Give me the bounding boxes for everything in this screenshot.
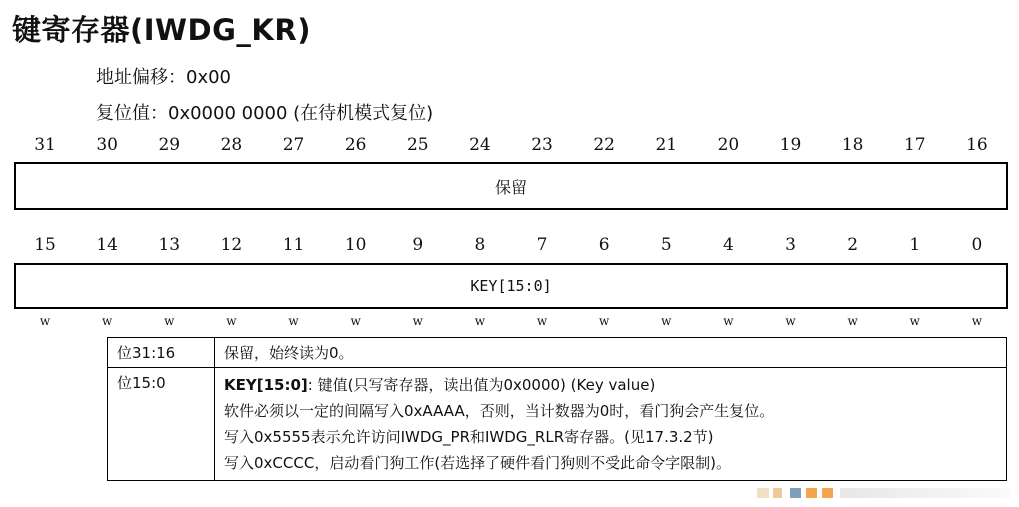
reserved-field <box>14 162 1008 210</box>
bit-number: 29 <box>158 135 181 155</box>
page-title: 键寄存器(IWDG_KR) <box>12 13 311 47</box>
bit-number: 20 <box>717 135 740 155</box>
access-type: w <box>909 314 920 328</box>
access-type: w <box>847 314 858 328</box>
bit-number: 6 <box>598 235 610 255</box>
bit-number: 10 <box>344 235 367 255</box>
bit-number: 3 <box>785 235 796 255</box>
description-line: 写入0x5555表示允许访问IWDG_PR和IWDG_RLR寄存器。(见17.3.2节) <box>224 428 714 446</box>
bit-numbers-low <box>14 235 1008 255</box>
description-cell: 保留，始终读为0。 <box>215 338 1007 368</box>
bit-number: 24 <box>469 135 491 155</box>
access-type: w <box>288 314 299 328</box>
bit-number: 16 <box>966 135 988 155</box>
table-row <box>108 338 1007 368</box>
bit-number: 25 <box>406 135 429 155</box>
bit-number: 4 <box>723 235 734 255</box>
access-type: w <box>226 314 237 328</box>
bit-number: 13 <box>158 235 181 255</box>
reserved-label: 保留 <box>494 177 527 197</box>
bit-number: 18 <box>841 135 864 155</box>
bit-number: 31 <box>34 135 56 155</box>
bit-number: 14 <box>96 235 118 255</box>
access-type: w <box>599 314 610 328</box>
bit-number: 21 <box>655 135 678 155</box>
bit-number: 17 <box>903 135 926 155</box>
bit-number: 26 <box>344 135 367 155</box>
bit-range-cell: 位31:16 <box>108 338 215 368</box>
bit-number: 8 <box>474 235 486 255</box>
bit-number: 23 <box>531 135 553 155</box>
description-line: 写入0xCCCC，启动看门狗工作(若选择了硬件看门狗则不受此命令字限制)。 <box>224 454 732 472</box>
bit-number: 12 <box>220 235 243 255</box>
access-type: w <box>164 314 175 328</box>
access-row <box>14 314 1008 328</box>
bit-number: 1 <box>909 235 921 255</box>
access-type: w <box>785 314 796 328</box>
description-line: 软件必须以一定的间隔写入0xAAAA，否则，当计数器为0时，看门狗会产生复位。 <box>224 402 775 420</box>
bit-number: 0 <box>971 235 983 255</box>
access-type: w <box>39 314 51 328</box>
access-type: w <box>536 314 548 328</box>
field-heading <box>224 372 997 398</box>
field-description: : 键值(只写寄存器，读出值为0x0000) (Key value) <box>307 376 656 394</box>
key-field <box>14 263 1008 309</box>
access-type: w <box>474 314 486 328</box>
table-row <box>108 368 1007 481</box>
bit-number: 2 <box>847 235 859 255</box>
description-cell <box>215 368 1007 481</box>
bit-number: 15 <box>34 235 56 255</box>
access-type: w <box>723 314 734 328</box>
bit-number: 9 <box>412 235 424 255</box>
bit-number: 11 <box>282 235 305 255</box>
bit-number: 22 <box>593 135 615 155</box>
bit-number: 30 <box>96 135 118 155</box>
bit-number: 27 <box>282 135 305 155</box>
bit-range-cell: 位15:0 <box>108 368 215 481</box>
bit-numbers-high <box>14 135 1008 155</box>
access-type: w <box>350 314 361 328</box>
bit-description-table <box>107 337 1007 481</box>
address-offset: 地址偏移：0x00 <box>96 67 232 88</box>
access-type: w <box>412 314 423 328</box>
bit-number: 5 <box>660 235 672 255</box>
bit-number: 7 <box>536 235 548 255</box>
access-type: w <box>971 314 983 328</box>
access-type: w <box>661 314 672 328</box>
key-field-label: KEY[15:0] <box>470 277 552 295</box>
bit-number: 28 <box>220 135 243 155</box>
reset-value: 复位值：0x0000 0000 (在待机模式复位) <box>96 103 434 124</box>
field-name: KEY[15:0] <box>224 376 308 394</box>
bit-number: 19 <box>779 135 802 155</box>
access-type: w <box>102 314 113 328</box>
